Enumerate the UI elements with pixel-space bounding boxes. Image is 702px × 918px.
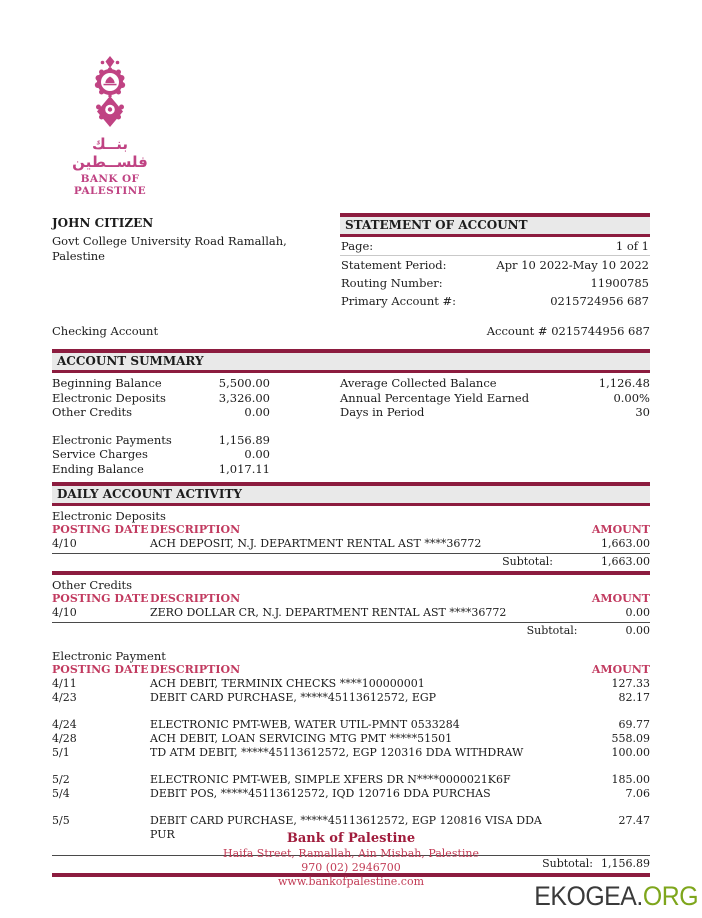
- summary-value: 1,126.48: [598, 376, 650, 390]
- statement-row-routing: [340, 274, 650, 292]
- summary-label: Service Charges: [52, 447, 148, 461]
- summary-label: Ending Balance: [52, 461, 144, 476]
- summary-value: 1,156.89: [218, 432, 270, 447]
- table-row: [52, 537, 650, 551]
- subtotal-label: Subtotal:: [542, 857, 594, 870]
- summary-row: [52, 447, 270, 462]
- table-row: [52, 606, 650, 620]
- cell-date: 4/24: [52, 718, 77, 731]
- summary-value: 0.00%: [613, 390, 650, 405]
- summary-value: 1,017.11: [218, 461, 270, 476]
- summary-value: 0.00: [244, 447, 270, 461]
- column-description: DESCRIPTION: [150, 663, 241, 676]
- summary-label: Electronic Payments: [52, 432, 172, 447]
- column-amount: AMOUNT: [591, 592, 650, 605]
- statement-row-label: Page:: [341, 239, 374, 253]
- table-row: [52, 677, 650, 691]
- cell-description: DEBIT CARD PURCHASE, *****45113612572, EGP 120816 VISA DDA PUR: [150, 814, 542, 841]
- cell-amount: 69.77: [618, 718, 650, 731]
- summary-row: [52, 376, 270, 391]
- account-type-row: [52, 324, 650, 338]
- cell-description: DEBIT CARD PURCHASE, *****45113612572, EGP: [150, 691, 437, 704]
- summary-row: [340, 405, 650, 420]
- summary-label: Days in Period: [340, 405, 425, 419]
- footer-address: Haifa Street, Ramallah, Ain Misbah, Palestine: [222, 847, 479, 860]
- summary-label: Other Credits: [52, 405, 133, 419]
- cell-date: 5/5: [52, 814, 70, 827]
- account-summary-title: ACCOUNT SUMMARY: [52, 349, 650, 373]
- daily-account-activity: [52, 482, 650, 877]
- subtotal-amount: 1,663.00: [601, 555, 650, 568]
- statement-row-label: Routing Number:: [341, 276, 443, 290]
- table-row: [52, 718, 650, 732]
- summary-row: [52, 433, 270, 448]
- summary-row: [52, 391, 270, 406]
- summary-value: 3,326.00: [218, 390, 270, 405]
- watermark-green-text: ORG: [642, 881, 698, 911]
- cell-date: 4/10: [52, 606, 77, 619]
- bank-logo: [54, 56, 166, 197]
- cell-date: 4/23: [52, 691, 77, 704]
- account-number-reference: Account # 0215744956 687: [486, 324, 650, 338]
- statement-content: [52, 0, 650, 877]
- summary-label: Annual Percentage Yield Earned: [340, 390, 530, 405]
- footer-website: www.bankofpalestine.com: [278, 875, 424, 888]
- table-header-row: [52, 523, 650, 537]
- table-header-row: [52, 592, 650, 606]
- cell-description: ACH DEPOSIT, N.J. DEPARTMENT RENTAL AST ****36772: [150, 537, 482, 550]
- statement-row-value: 1 of 1: [615, 239, 649, 253]
- customer-name: JOHN CITIZEN: [52, 216, 154, 230]
- section-title-other-credits: Other Credits: [52, 578, 133, 592]
- section-title-electronic-deposits: Electronic Deposits: [52, 509, 166, 523]
- cell-amount: 100.00: [611, 746, 650, 759]
- cell-description: ACH DEBIT, LOAN SERVICING MTG PMT *****51501: [150, 732, 453, 745]
- cell-amount: 7.06: [625, 787, 650, 800]
- table-row: [52, 746, 650, 760]
- bank-arabic-name: بنــك فلســطين: [72, 135, 148, 171]
- subtotal-row: [52, 622, 650, 638]
- cell-description: ELECTRONIC PMT-WEB, WATER UTIL-PMNT 0533284: [150, 718, 460, 731]
- bank-name: BANK OF PALESTINE: [73, 173, 147, 197]
- statement-row-label: Statement Period:: [341, 258, 447, 272]
- subtotal-label: Subtotal:: [502, 555, 554, 568]
- column-posting-date: POSTING DATE: [52, 523, 149, 536]
- cell-amount: 82.17: [618, 691, 650, 704]
- subtotal-label: Subtotal:: [526, 624, 578, 637]
- cell-amount: 27.47: [618, 814, 650, 827]
- account-summary-left-column: [52, 376, 270, 476]
- summary-row: [52, 405, 270, 420]
- summary-value: 30: [635, 405, 650, 419]
- cell-date: 4/28: [52, 732, 77, 745]
- statement-row-label: Primary Account #:: [341, 294, 457, 308]
- cell-amount: 1,663.00: [601, 537, 650, 550]
- account-summary-right-column: [340, 376, 650, 476]
- statement-row-value: 0215724956 687: [550, 294, 649, 308]
- column-posting-date: POSTING DATE: [52, 592, 149, 605]
- summary-value: 0.00: [244, 405, 270, 419]
- header-row: [52, 213, 650, 310]
- cell-description: ZERO DOLLAR CR, N.J. DEPARTMENT RENTAL AST ****36772: [150, 606, 507, 619]
- cell-amount: 127.33: [611, 677, 650, 690]
- cell-date: 5/1: [52, 746, 70, 759]
- subtotal-amount: 0.00: [625, 624, 650, 637]
- footer-phone: 970 (02) 2946700: [301, 861, 401, 874]
- account-summary: [52, 373, 650, 476]
- ekogea-watermark: [534, 881, 698, 912]
- cell-date: 4/10: [52, 537, 77, 550]
- statement-row-primary-account: [340, 292, 650, 310]
- summary-row: [52, 462, 270, 477]
- summary-label: Average Collected Balance: [340, 376, 497, 390]
- subtotal-amount: 1,156.89: [601, 857, 650, 870]
- table-row: [52, 732, 650, 746]
- section-divider: [52, 571, 650, 575]
- cell-date: 5/4: [52, 787, 70, 800]
- column-amount: AMOUNT: [591, 663, 650, 676]
- cell-date: 5/2: [52, 773, 70, 786]
- summary-label: Beginning Balance: [52, 376, 162, 390]
- column-amount: AMOUNT: [591, 523, 650, 536]
- subtotal-row: [52, 553, 650, 569]
- column-posting-date: POSTING DATE: [52, 663, 149, 676]
- account-type-label: Checking Account: [52, 324, 159, 338]
- summary-row: [340, 391, 650, 406]
- cell-description: ELECTRONIC PMT-WEB, SIMPLE XFERS DR N****0000021K6F: [150, 773, 511, 786]
- cell-description: TD ATM DEBIT, *****45113612572, EGP 120316 DDA WITHDRAW: [150, 746, 524, 759]
- summary-value: 5,500.00: [218, 376, 270, 390]
- column-description: DESCRIPTION: [150, 592, 241, 605]
- statement-row-value: 11900785: [590, 276, 649, 290]
- footer-bank-name: Bank of Palestine: [286, 831, 416, 846]
- cell-amount: 0.00: [625, 606, 650, 619]
- customer-address-block: [52, 213, 287, 310]
- watermark-dark-text: EKOGEA.: [534, 881, 643, 911]
- cell-amount: 558.09: [611, 732, 650, 745]
- statement-row-page: [340, 237, 650, 256]
- bank-emblem-icon: [86, 56, 134, 128]
- spacer: [52, 638, 650, 646]
- customer-address-line2: Palestine: [52, 249, 105, 263]
- table-row: [52, 773, 650, 787]
- column-description: DESCRIPTION: [150, 523, 241, 536]
- statement-box-title: STATEMENT OF ACCOUNT: [340, 213, 650, 237]
- statement-of-account-box: [340, 213, 650, 310]
- section-title-electronic-payment: Electronic Payment: [52, 649, 166, 663]
- cell-amount: 185.00: [611, 773, 650, 786]
- cell-description: ACH DEBIT, TERMINIX CHECKS ****100000001: [150, 677, 425, 690]
- summary-label: Electronic Deposits: [52, 390, 166, 405]
- cell-description: DEBIT POS, *****45113612572, IQD 120716 DDA PURCHAS: [150, 787, 491, 800]
- table-header-row: [52, 663, 650, 677]
- cell-date: 4/11: [52, 677, 77, 690]
- statement-row-period: [340, 256, 650, 274]
- customer-address-line1: Govt College University Road Ramallah,: [52, 234, 287, 248]
- table-row: [52, 787, 650, 801]
- statement-row-value: Apr 10 2022-May 10 2022: [496, 258, 649, 272]
- table-row: [52, 691, 650, 705]
- summary-row: [340, 376, 650, 391]
- daily-activity-title: DAILY ACCOUNT ACTIVITY: [52, 482, 650, 506]
